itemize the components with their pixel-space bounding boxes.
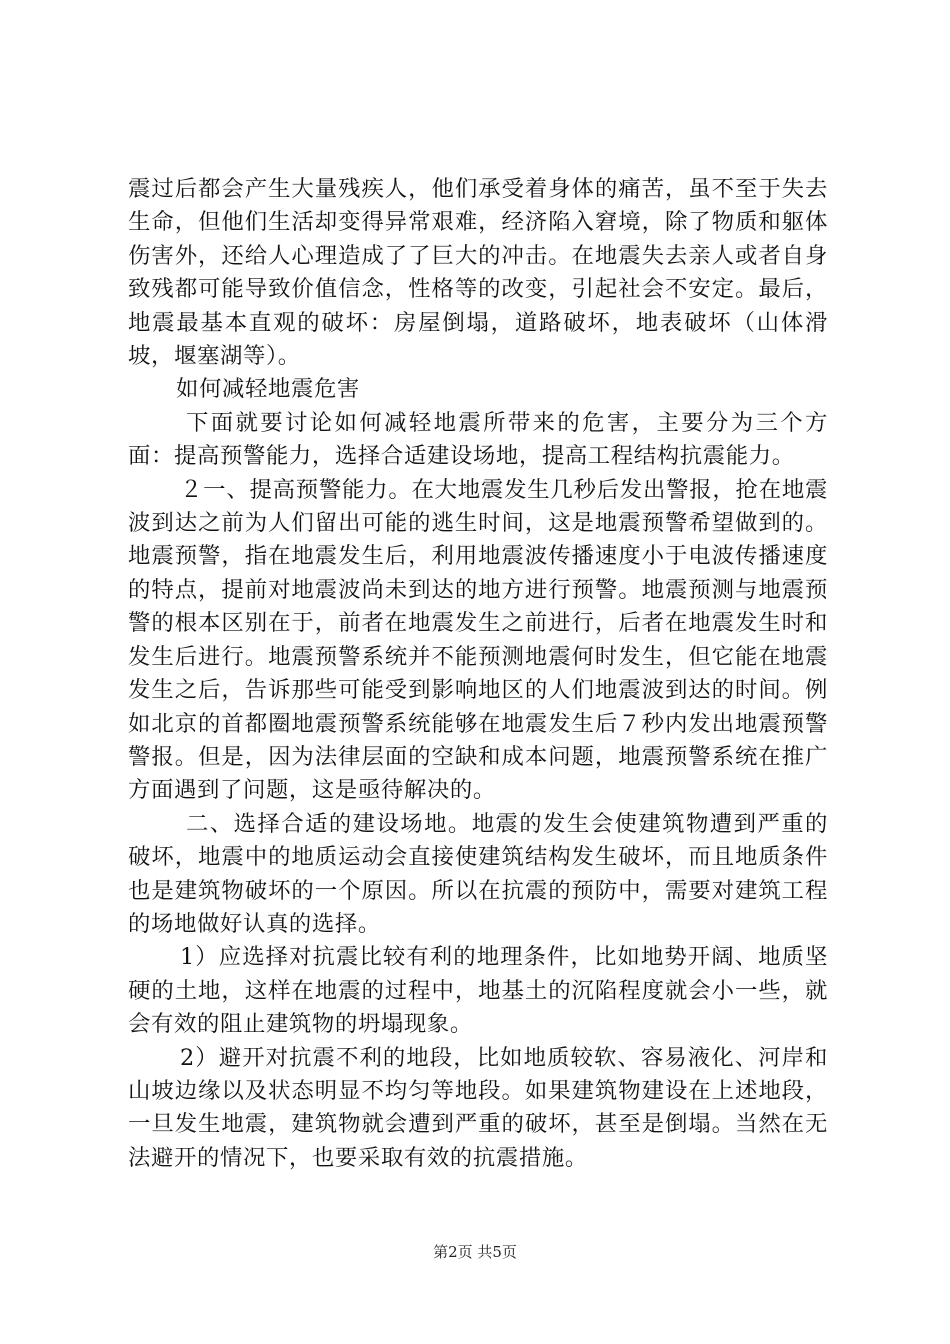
paragraph-early-warning: ２一、提高预警能力。在大地震发生几秒后发出警报，抢在地震波到达之前为人们留出可能的逃生时间，这是地震预警希望做到的。地震预警，指在地震发生后，利用地震波传播速度小于电波传播速度的特点，提前对地震波尚未到达的地方进行预警。地震预测与地震预警的根本区别在于，前者在地震发生之前进行，后者在地震发生时和发生后进行。地震预警系统并不能预测地震何时发生，但它能在地震发生之后，告诉那些可能受到影响地区的人们地震波到达的时间。例如北京的首都圈地震预警系统能够在地震发生后７秒内发出地震预警警报。但是，因为法律层面的空缺和成本问题，地震预警系统在推广方面遇到了问题，这是亟待解决的。 (128, 476, 828, 804)
paragraph-site-selection: 二、选择合适的建设场地。地震的发生会使建筑物遭到严重的破坏，地震中的地质运动会直接使建筑结构发生破坏，而且地质条件也是建筑物破坏的一个原因。所以在抗震的预防中，需要对建筑工程的场地做好认真的选择。 (128, 810, 828, 937)
document-body (128, 173, 828, 1175)
paragraph-intro: 下面就要讨论如何减轻地震所带来的危害，主要分为三个方面：提高预警能力，选择合适建设场地，提高工程结构抗震能力。 (128, 409, 828, 470)
paragraph-continued: 震过后都会产生大量残疾人，他们承受着身体的痛苦，虽不至于失去生命，但他们生活却变得异常艰难，经济陷入窘境，除了物质和躯体伤害外，还给人心理造成了了巨大的冲击。在地震失去亲人或者自身致残都可能导致价值信念，性格等的改变，引起社会不安定。最后，地震最基本直观的破坏：房屋倒塌，道路破坏，地表破坏（山体滑坡，堰塞湖等）。 (128, 176, 828, 370)
paragraph-point-1: 1）应选择对抗震比较有利的地理条件，比如地势开阔、地质坚硬的土地，这样在地震的过程中，地基土的沉陷程度就会小一些，就会有效的阻止建筑物的坍塌现象。 (128, 944, 828, 1038)
paragraph-point-2: 2）避开对抗震不利的地段，比如地质较软、容易液化、河岸和山坡边缘以及状态明显不均匀等地段。如果建筑物建设在上述地段，一旦发生地震，建筑物就会遭到严重的破坏，甚至是倒塌。当然在无法避开的情况下，也要采取有效的抗震措施。 (128, 1044, 828, 1171)
section-heading: 如何减轻地震危害 (176, 376, 360, 403)
page-footer: 第2页 共5页 (433, 1243, 517, 1261)
